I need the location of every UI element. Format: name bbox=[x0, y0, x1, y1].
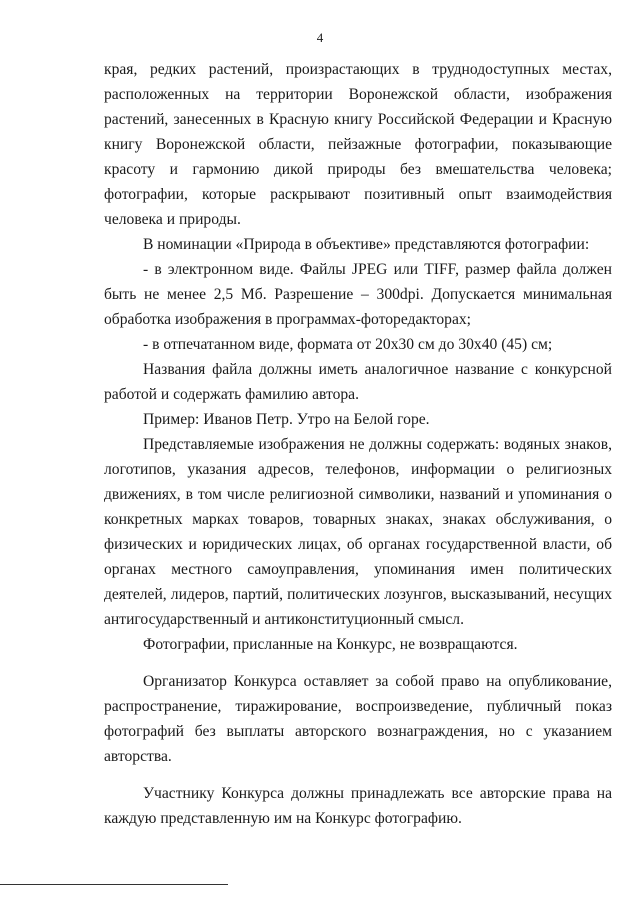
paragraph-plants-description: края, редких растений, произрастающих в труднодоступных местах, расположенных на территории Воронежской области, изображения растений, занесенных в Красную книгу Российской Федерации и Красную книгу Воронежской области, пейзажные фотографии, показывающие красоту и гармонию дикой природы без вмешательства человека; фотографии, которые раскрывают позитивный опыт взаимодействия человека и природы. bbox=[104, 61, 612, 228]
paragraph-file-naming: Названия файла должны иметь аналогичное название с конкурсной работой и содержать фамилию автора. bbox=[104, 361, 612, 403]
paragraph-example: Пример: Иванов Петр. Утро на Белой горе. bbox=[143, 411, 430, 428]
document-body bbox=[104, 57, 612, 831]
paragraph-printed-format: - в отпечатанном виде, формата от 20x30 см до 30x40 (45) см; bbox=[143, 336, 553, 353]
page-number: 4 bbox=[316, 30, 324, 45]
paragraph-not-returned: Фотографии, присланные на Конкурс, не возвращаются. bbox=[143, 636, 518, 653]
footnote-divider bbox=[0, 884, 228, 885]
paragraph-electronic-format: - в электронном виде. Файлы JPEG или TIFF, размер файла должен быть не менее 2,5 Мб. Разрешение – 300dpi. Допускается минимальная обработка изображения в программах-фоторедакторах; bbox=[104, 261, 612, 328]
paragraph-author-rights: Участнику Конкурса должны принадлежать все авторские права на каждую представленную им на Конкурс фотографию. bbox=[104, 785, 612, 827]
paragraph-organizer-rights: Организатор Конкурса оставляет за собой право на опубликование, распространение, тиражирование, воспроизведение, публичный показ фотографий без выплаты авторского вознаграждения, но с указанием авторства. bbox=[104, 673, 612, 765]
paragraph-restrictions: Представляемые изображения не должны содержать: водяных знаков, логотипов, указания адресов, телефонов, информации о религиозных движениях, в том числе религиозной символики, названий и упоминания о конкретных марках товаров, товарных знаках, знаках обслуживания, о физических и юридических лицах, об органах государственной власти, об органах местного самоуправления, упоминания имен политических деятелей, лидеров, партий, политических лозунгов, высказываний, несущих антигосударственный и антиконституционный смысл. bbox=[104, 436, 612, 628]
paragraph-nomination: В номинации «Природа в объективе» представляются фотографии: bbox=[143, 236, 590, 253]
